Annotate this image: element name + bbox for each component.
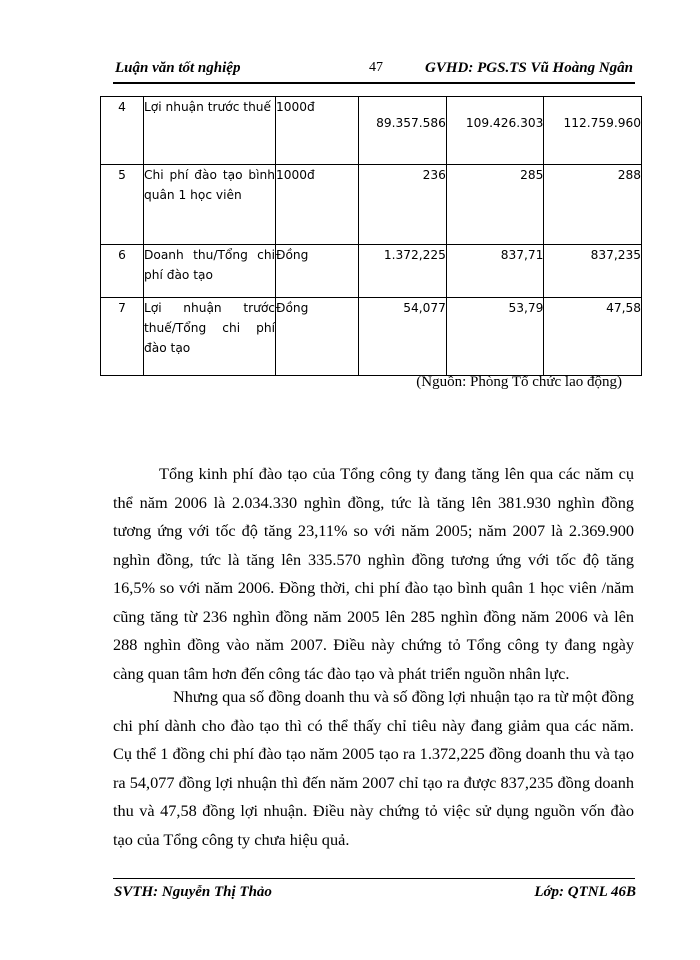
value-2005: 1.372,225 [359, 245, 447, 298]
value-2005: 89.357.586 [359, 97, 447, 165]
training-cost-table [100, 96, 642, 376]
row-number: 4 [101, 97, 144, 165]
unit-cell: Đồng [276, 245, 359, 298]
supervisor: GVHD: PGS.TS Vũ Hoàng Ngân [425, 60, 633, 76]
value-2006: 53,79 [446, 298, 544, 376]
value-2007: 837,235 [544, 245, 642, 298]
indicator-name: Lợi nhuận trước thuế/Tổng chi phí đào tạo [144, 298, 276, 376]
row-number: 6 [101, 245, 144, 298]
unit-cell: Đồng [276, 298, 359, 376]
value-2007: 288 [544, 165, 642, 245]
row-number: 7 [101, 298, 144, 376]
indicator-name: Chi phí đào tạo bình quân 1 học viên [144, 165, 276, 245]
unit-cell: 1000đ [276, 97, 359, 165]
header-rule [113, 82, 635, 84]
student-name: SVTH: Nguyễn Thị Thảo [114, 884, 272, 900]
row-number: 5 [101, 165, 144, 245]
value-2006: 109.426.303 [446, 97, 544, 165]
page-header [113, 58, 633, 80]
class-code: Lớp: QTNL 46B [534, 884, 636, 900]
value-2007: 47,58 [544, 298, 642, 376]
footer-rule [113, 878, 635, 879]
thesis-title: Luận văn tốt nghiệp [115, 60, 241, 76]
table-row [101, 97, 642, 165]
value-2007: 112.759.960 [544, 97, 642, 165]
value-2006: 285 [446, 165, 544, 245]
value-2005: 236 [359, 165, 447, 245]
indicator-name: Lợi nhuận trước thuế [144, 97, 276, 165]
body-paragraph [113, 683, 634, 854]
value-2005: 54,077 [359, 298, 447, 376]
value-2006: 837,71 [446, 245, 544, 298]
indicator-name: Doanh thu/Tổng chi phí đào tạo [144, 245, 276, 298]
table-row [101, 298, 642, 376]
paragraph-text: Tổng kinh phí đào tạo của Tổng công ty đang tăng lên qua các năm cụ thể năm 2006 là 2.034.330 nghìn đồng, tức là tăng lên 381.930 nghìn đồng tương ứng với tốc độ tăng 23,11% so với năm 2005; năm 2007 là 2.369.900 nghìn đồng, tức là tăng lên 335.570 nghìn đồng tương ứng với tốc độ tăng 16,5% so với năm 2006. Đồng thời, chi phí đào tạo bình quân 1 học viên /năm cũng tăng từ 236 nghìn đồng năm 2005 lên 285 nghìn đồng năm 2006 và lên 288 nghìn đồng vào năm 2007. Điều này chứng tỏ Tổng công ty đang ngày càng quan tâm hơn đến công tác đào tạo và phát triển nguồn nhân lực. [113, 464, 634, 683]
paragraph-text: Nhưng qua số đồng doanh thu và số đồng lợi nhuận tạo ra từ một đồng chi phí dành cho đào tạo thì có thể thấy chỉ tiêu này đang giảm qua các năm. Cụ thể 1 đồng chi phí đào tạo năm 2005 tạo ra 1.372,225 đồng doanh thu và tạo ra 54,077 đồng lợi nhuận thì đến năm 2007 chỉ tạo ra được 837,235 đồng doanh thu và 47,58 đồng lợi nhuận. Điều này chứng tỏ việc sử dụng nguồn vốn đào tạo của Tổng công ty chưa hiệu quả. [113, 687, 634, 849]
unit-cell: 1000đ [276, 165, 359, 245]
table-row [101, 165, 642, 245]
table-row [101, 245, 642, 298]
table-source: (Nguồn: Phòng Tổ chức lao động) [416, 374, 622, 390]
body-paragraph [113, 460, 634, 688]
page-number: 47 [369, 60, 383, 75]
